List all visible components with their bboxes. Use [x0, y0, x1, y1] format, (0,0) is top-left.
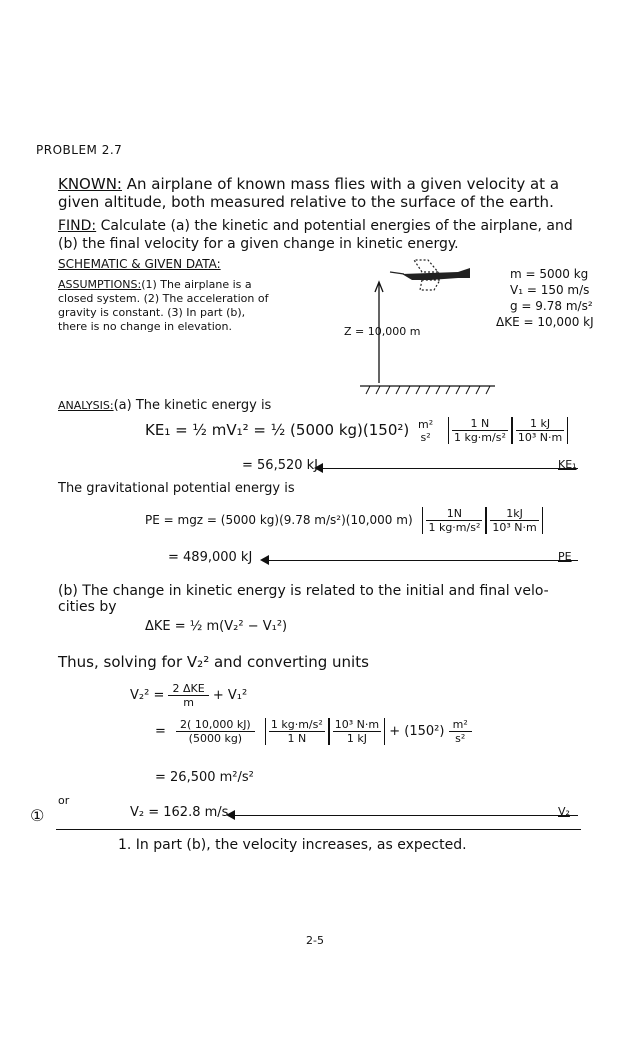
- step-conversion-kj: $\frac{\text{10³ N·m}}{1 kJ}$: [329, 718, 385, 745]
- assumptions-line-1: [58, 278, 252, 291]
- ke-units: m² s²: [418, 417, 434, 444]
- ke-conversion-kj: $\frac{1 kJ}{\text{10³ N·m}}$: [512, 417, 568, 444]
- comment-text: 1. In part (b), the velocity increases, as expected.: [118, 837, 467, 853]
- pe-conversion-kj: $\frac{1kJ}{\text{10³ N·m}}$: [486, 507, 542, 534]
- given-velocity: V₁ = 150 m/s: [510, 283, 590, 297]
- pe-intro: The gravitational potential energy is: [58, 481, 295, 496]
- v2sq-fraction: $\frac{\text{2 ΔKE}}{m}$: [168, 682, 208, 709]
- v2-tag: V₂: [558, 805, 570, 818]
- section-divider: [56, 829, 581, 830]
- pe-arrowhead-icon: [260, 555, 269, 565]
- given-delta-ke: ΔKE = 10,000 kJ: [496, 315, 594, 329]
- analysis-label: ANALYSIS:: [58, 399, 114, 412]
- given-mass: m = 5000 kg: [510, 267, 589, 281]
- v2sq-lhs: V₂² =: [130, 688, 165, 703]
- v2-arrowhead-icon: [226, 810, 235, 820]
- find-label: FIND:: [58, 218, 97, 234]
- given-gravity: g = 9.78 m/s²: [510, 299, 593, 313]
- altitude-label: Z = 10,000 m: [344, 325, 421, 338]
- ke-conversion-newton: $\frac{1 N}{\text{1 kg·m/s²}}$: [448, 417, 512, 444]
- pe-tag: PE: [558, 550, 572, 563]
- analysis-intro-text: (a) The kinetic energy is: [113, 398, 272, 413]
- ke-arrowhead-icon: [314, 463, 323, 473]
- ke-equation: KE₁ = ½ mV₁² = ½ (5000 kg)(150²): [145, 421, 410, 439]
- step-plus: + (150²): [389, 724, 445, 739]
- v2sq-result: = 26,500 m²/s²: [155, 770, 254, 785]
- part-b-line-1: (b) The change in kinetic energy is related to the initial and final velo-: [58, 583, 549, 599]
- given-data: [496, 266, 594, 330]
- ke-result: = 56,520 kJ: [242, 458, 319, 473]
- step-fraction: $\frac{2( 10,000 kJ)}{(5000 kg)}$: [176, 718, 255, 745]
- problem-label: PROBLEM 2.7: [36, 143, 123, 157]
- find-text-2: (b) the final velocity for a given change in kinetic energy.: [58, 236, 459, 252]
- or-label: or: [58, 794, 70, 807]
- pe-equation-row: [145, 507, 543, 534]
- step-units: $\frac{\text{m²}}{\text{s²}}$: [449, 718, 472, 745]
- pe-equation: PE = mgz = (5000 kg)(9.78 m/s²)(10,000 m): [145, 513, 413, 527]
- assumptions-text-3: gravity is constant. (3) In part (b),: [58, 306, 246, 319]
- known-label: KNOWN:: [58, 175, 122, 193]
- thus-line: Thus, solving for V₂² and converting units: [58, 653, 369, 671]
- known-line-1: [58, 175, 559, 193]
- assumptions-label: ASSUMPTIONS:: [58, 278, 142, 291]
- assumptions-text-2: closed system. (2) The acceleration of: [58, 292, 269, 305]
- ke-tag: KE₁: [558, 458, 577, 471]
- step-conversion-newton: $\frac{\text{1 kg·m/s²}}{1 N}$: [265, 718, 329, 745]
- analysis-intro: [58, 398, 271, 413]
- page-number: 2-5: [306, 934, 324, 947]
- v2sq-step-row: = $\frac{2( 10,000 kJ)}{(5000 kg)}$ $\frac{\text{1 kg·m/s²}}{1 N}$ $\frac{\text{10³ N·m}}{1 kJ}$ + (150²) $\frac{\text{m²}}{\text{s²}}$: [155, 718, 472, 745]
- assumptions-text-4: there is no change in elevation.: [58, 320, 232, 333]
- airplane-icon: [390, 260, 470, 290]
- comment-marker: ①: [30, 806, 45, 825]
- known-text-1: An airplane of known mass flies with a given velocity at a: [126, 175, 560, 193]
- ke-result-arrow: [320, 468, 578, 469]
- assumptions-text-1: (1) The airplane is a: [141, 278, 252, 291]
- v2sq-plus: + V₁²: [212, 688, 248, 703]
- v2-result: V₂ = 162.8 m/s: [130, 805, 229, 820]
- pe-conversion-newton: $\frac{1N}{\text{1 kg·m/s²}}$: [422, 507, 486, 534]
- pe-result-arrow: [266, 560, 578, 561]
- known-text-2: given altitude, both measured relative to the surface of the earth.: [58, 193, 554, 211]
- pe-result: = 489,000 kJ: [168, 550, 253, 565]
- ke-equation-row: [145, 417, 568, 444]
- v2-result-arrow: [232, 815, 578, 816]
- find-line-1: [58, 218, 573, 234]
- v2sq-formula-row: [130, 682, 247, 709]
- part-b-line-2: cities by: [58, 599, 117, 615]
- schematic-label: SCHEMATIC & GIVEN DATA:: [58, 257, 221, 271]
- delta-ke-equation: ΔKE = ½ m(V₂² − V₁²): [145, 619, 288, 634]
- find-text-1: Calculate (a) the kinetic and potential energies of the airplane, and: [100, 218, 573, 234]
